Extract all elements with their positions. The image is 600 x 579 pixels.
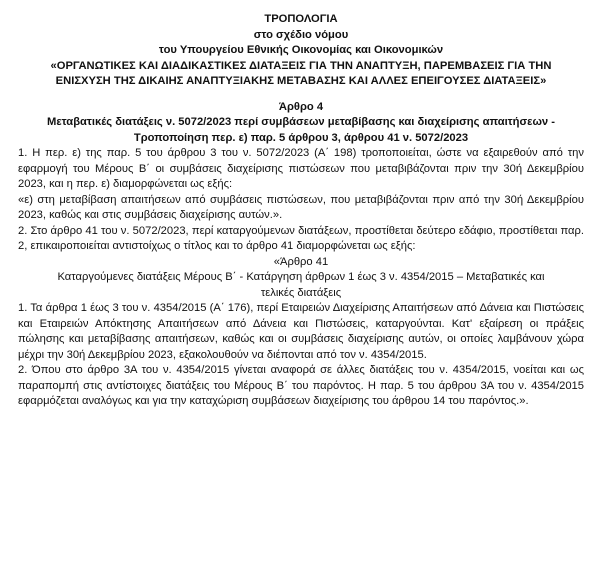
bill-reference: στο σχέδιο νόμου: [253, 28, 349, 41]
bill-title-line-1: «ΟΡΓΑΝΩΤΙΚΕΣ ΚΑΙ ΔΙΑΔΙΚΑΣΤΙΚΕΣ ΔΙΑΤΑΞΕΙΣ ΓΙΑ ΤΗΝ ΑΝΑΠΤΥΞΗ, ΠΑΡΕΜΒΑΣΕΙΣ ΓΙΑ ΤΗΝ: [50, 59, 552, 72]
article-title-line-1: Μεταβατικές διατάξεις ν. 5072/2023 περί συμβάσεων μεταβίβασης και διαχείρισης απαιτήσεων -: [47, 116, 555, 128]
quoted-article-title-line-1: Καταργούμενες διατάξεις Μέρους Β΄ - Κατάργηση άρθρων 1 έως 3 ν. 4354/2015 – Μεταβατικές και: [57, 271, 545, 283]
article-body: [18, 146, 584, 410]
article-heading: [18, 100, 584, 147]
quoted-paragraph-1: 1. Τα άρθρα 1 έως 3 του ν. 4354/2015 (Α΄ 176), περί Εταιρειών Διαχείρισης Απαιτήσεων από Δάνεια και Πιστώσεις και Εταιρειών Απόκτησης Απαιτήσεων από Δάνεια και Πιστώσεις, καταργούνται. Κατ' εξαίρεση οι πράξεις πώλησης και μεταβίβασης απαιτήσεων, καθώς και οι συμβάσεις διαχείρισης αυτών, οι οποίες λαμβάνουν χώρα μέχρι την 30ή Δεκεμβρίου 2023, εξακολουθούν να διέπονται από τον ν. 4354/2015.: [18, 302, 584, 361]
quoted-article-title-line-2: τελικές διατάξεις: [260, 286, 342, 299]
article-title-line-2: Τροποποίηση περ. ε) παρ. 5 άρθρου 3, άρθρου 41 ν. 5072/2023: [133, 131, 469, 144]
paragraph-1-quote: «ε) στη μεταβίβαση απαιτήσεων από συμβάσεις πιστώσεων, που μεταβιβάζονται πριν από την 30ή Δεκεμβρίου 2023, καθώς και στις συμβάσεις διαχείρισης αυτών.».: [18, 193, 584, 221]
ministry-name: του Υπουργείου Εθνικής Οικονομίας και Οικονομικών: [158, 44, 444, 56]
document-type-title: ΤΡΟΠΟΛΟΓΙΑ: [264, 13, 338, 25]
amendment-header: [18, 12, 584, 90]
quoted-paragraph-2: 2. Όπου στο άρθρο 3Α του ν. 4354/2015 γίνεται αναφορά σε άλλες διατάξεις του ν. 4354/2015, νοείται και ως παραπομπή στις αντίστοιχες διατάξεις του Μέρους Β΄ του παρόντος. Η παρ. 5 του άρθρου 3Α του ν. 4354/2015 εφαρμόζεται αναλόγως και για την καταχώριση συμβάσεων διαχείρισης του άρθρου 14 του παρόντος.».: [18, 364, 584, 407]
bill-title-line-2: ΕΝΙΣΧΥΣΗ ΤΗΣ ΔΙΚΑΙΗΣ ΑΝΑΠΤΥΞΙΑΚΗΣ ΜΕΤΑΒΑΣΗΣ ΚΑΙ ΑΛΛΕΣ ΕΠΕΙΓΟΥΣΕΣ ΔΙΑΤΑΞΕΙΣ»: [55, 75, 547, 87]
document-page: [18, 12, 584, 410]
paragraph-2: 2. Στο άρθρο 41 του ν. 5072/2023, περί καταργούμενων διατάξεων, προστίθεται δεύτερο εδάφιο, προστίθεται παρ. 2, επικαιροποιείται αντιστοίχως ο τίτλος και το άρθρο 41 διαμορφώνεται ως εξής:: [18, 224, 584, 252]
quoted-article-number: «Άρθρο 41: [273, 255, 329, 268]
article-number: Άρθρο 4: [278, 100, 324, 113]
paragraph-1: 1. Η περ. ε) της παρ. 5 του άρθρου 3 του ν. 5072/2023 (Α΄ 198) τροποποιείται, ώστε να εξαιρεθούν από την εφαρμογή του Μέρους Β΄ οι συμβάσεις διαχείρισης πιστώσεων που μεταβιβάζονται πριν την 30ή Δεκεμβρίου 2023, και η περ. ε) διαμορφώνεται ως εξής:: [18, 147, 584, 190]
